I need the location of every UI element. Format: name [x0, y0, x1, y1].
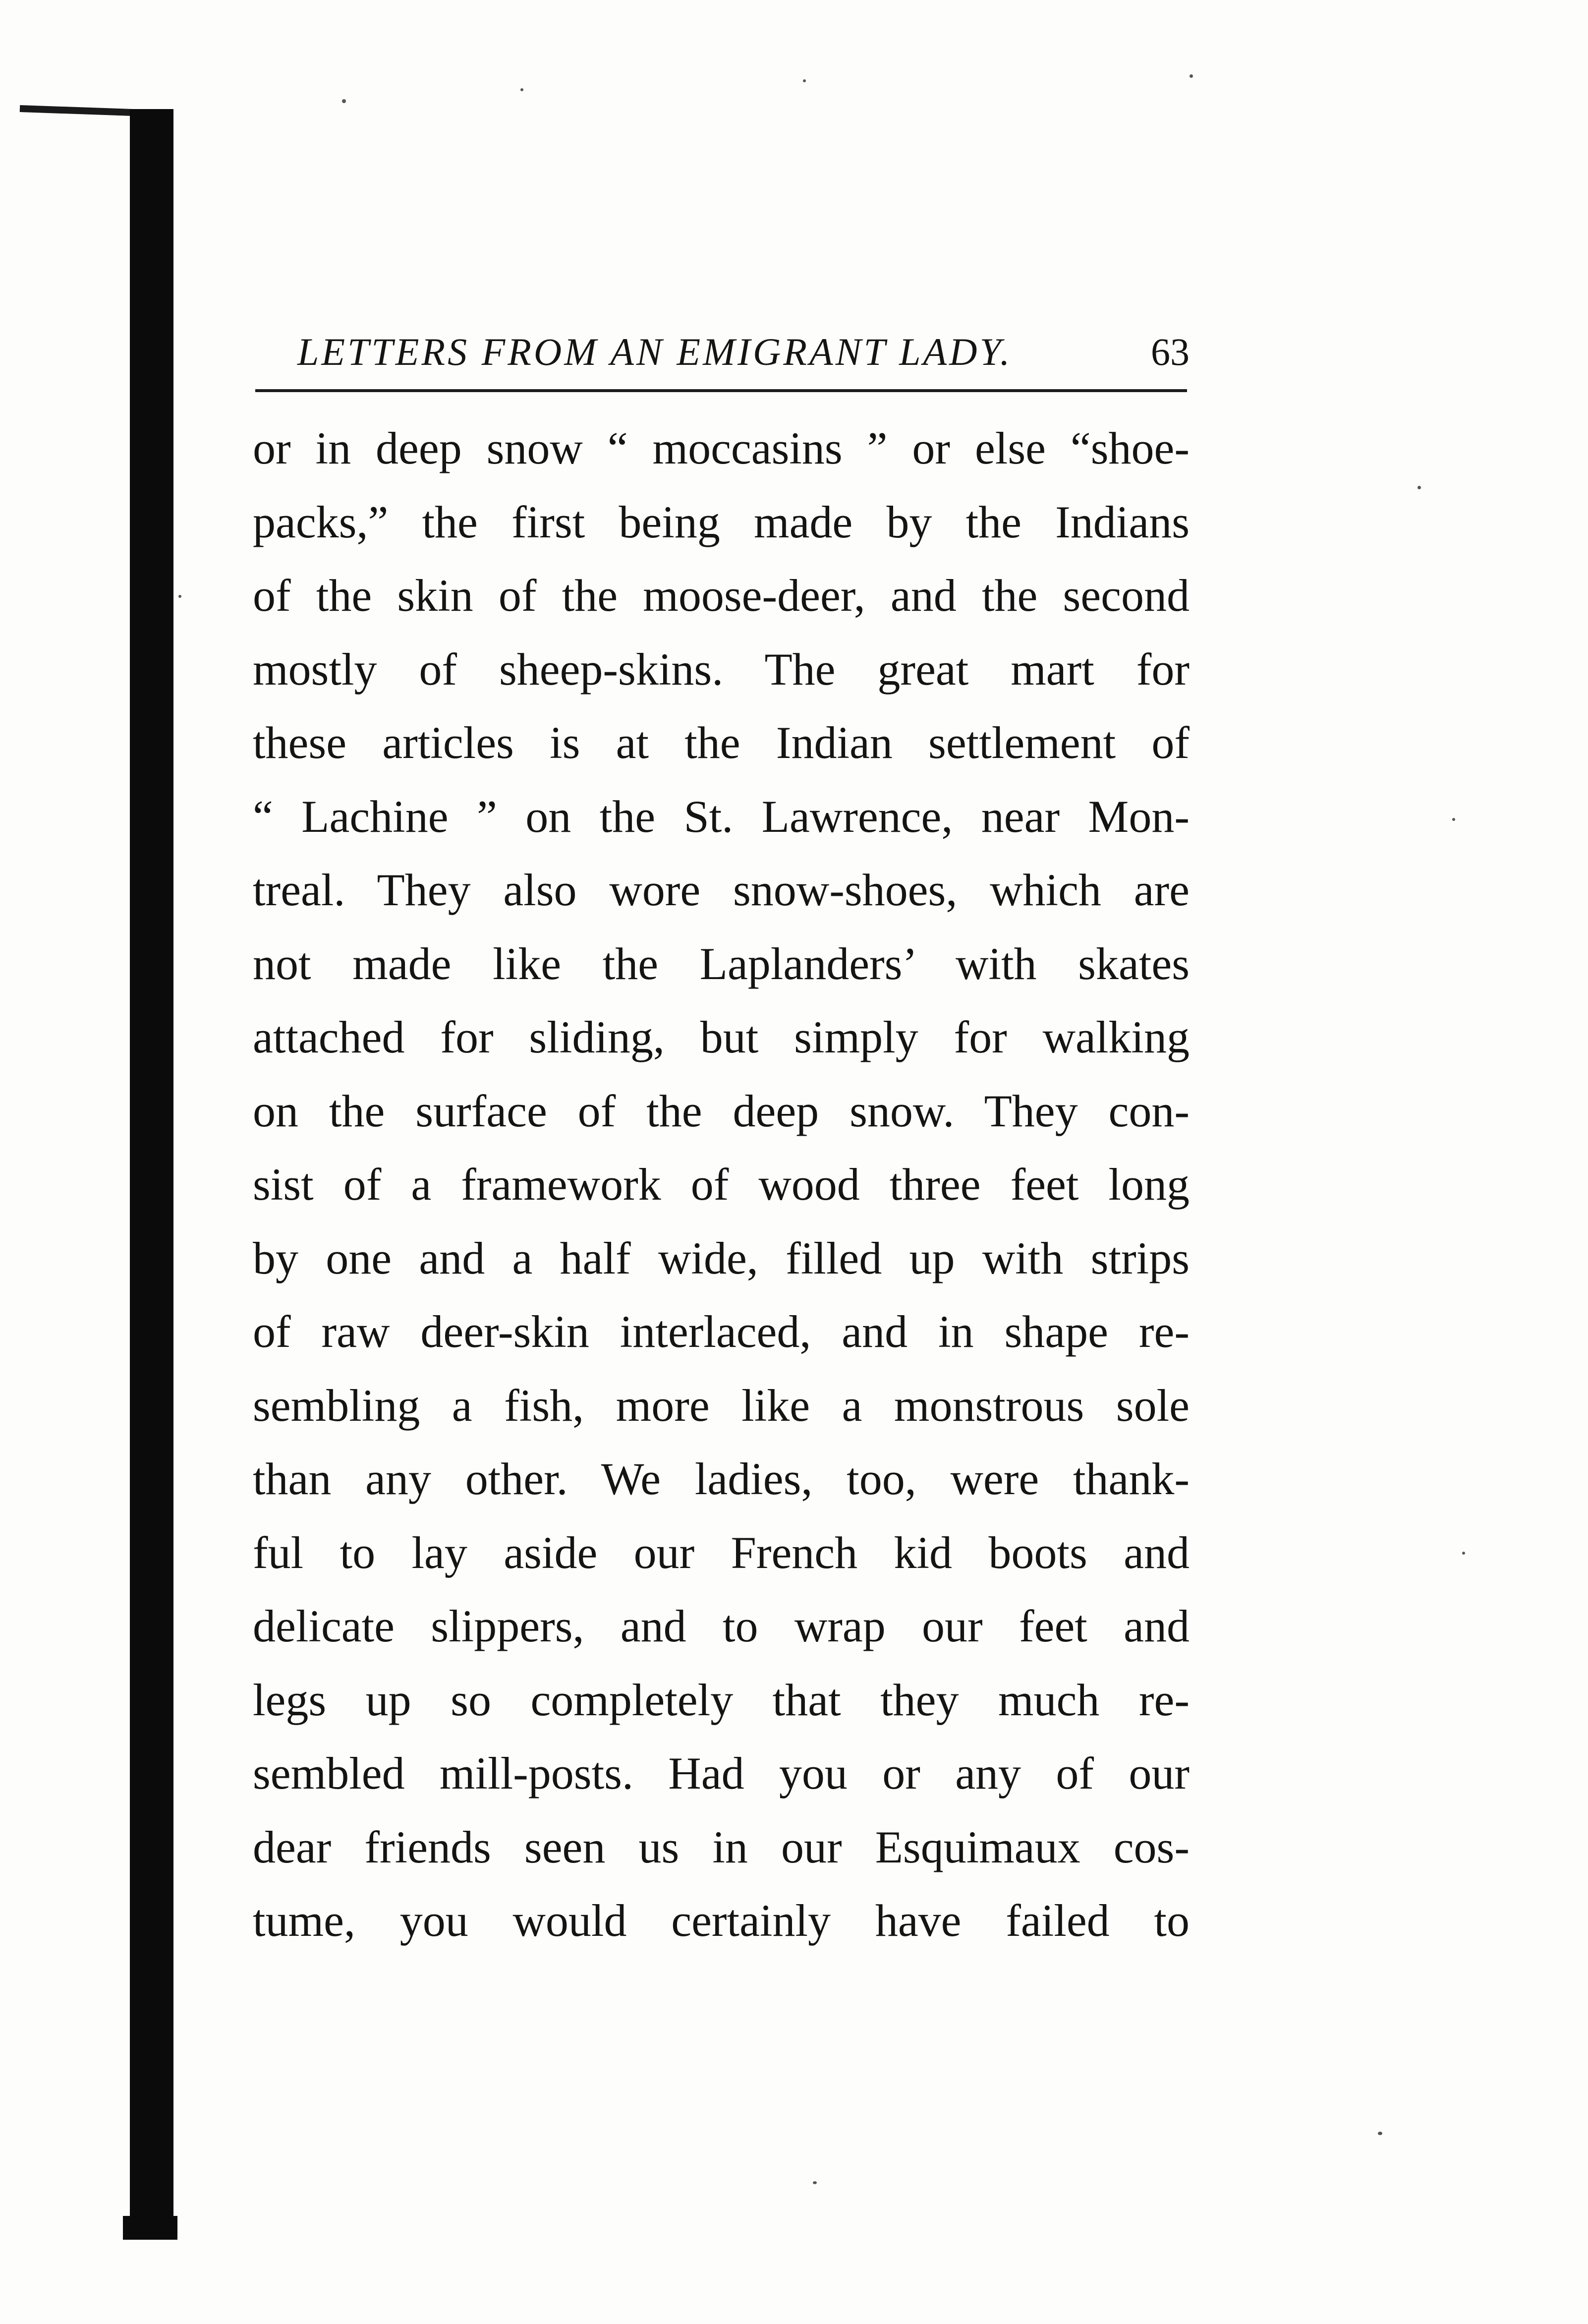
scan-speck: [813, 2181, 817, 2184]
text-line: by one and a half wide, filled up with strips: [253, 1232, 1190, 1283]
text-line: not made like the Laplanders’ with skates: [253, 938, 1190, 989]
text-line: or in deep snow “ moccasins ” or else “shoe-: [253, 423, 1190, 473]
text-line: sembling a fish, more like a monstrous sole: [253, 1380, 1190, 1431]
scan-speck: [520, 88, 523, 91]
body-text: [253, 411, 1190, 1958]
text-line: attached for sliding, but simply for walking: [253, 1012, 1190, 1062]
page-number: 63: [1151, 330, 1190, 373]
running-title: LETTERS FROM AN EMIGRANT LADY.: [297, 330, 1013, 373]
text-line: sist of a framework of wood three feet long: [253, 1159, 1190, 1210]
text-line: dear friends seen us in our Esquimaux cos-: [253, 1821, 1190, 1872]
scan-speck: [178, 595, 181, 598]
text-line: of raw deer-skin interlaced, and in shape re-: [253, 1306, 1190, 1357]
binding-shadow-top: [20, 105, 139, 116]
text-line: mostly of sheep-skins. The great mart for: [253, 643, 1190, 695]
text-line: legs up so completely that they much re-: [253, 1674, 1190, 1725]
page-header: [297, 312, 1190, 392]
text-line: delicate slippers, and to wrap our feet and: [253, 1601, 1190, 1651]
scan-speck: [1462, 1552, 1465, 1555]
text-line: these articles is at the Indian settlement of: [253, 717, 1190, 768]
scan-speck: [342, 99, 346, 103]
scan-speck: [1452, 818, 1455, 821]
text-line: tume, you would certainly have failed to: [253, 1895, 1190, 1946]
text-line: ful to lay aside our French kid boots and: [253, 1527, 1190, 1578]
scan-speck: [1190, 74, 1193, 78]
text-line: than any other. We ladies, too, were thank-: [253, 1453, 1190, 1504]
scan-speck: [803, 79, 806, 82]
text-line: “ Lachine ” on the St. Lawrence, near Mon-: [253, 791, 1190, 842]
text-line: of the skin of the moose-deer, and the second: [253, 570, 1190, 621]
binding-shadow-foot: [123, 2216, 177, 2240]
text-line: sembled mill-posts. Had you or any of our: [253, 1748, 1190, 1799]
binding-shadow: [130, 109, 173, 2236]
header-rule: [255, 389, 1187, 392]
scan-speck: [1378, 2132, 1382, 2135]
scan-speck: [1418, 486, 1421, 489]
text-line: packs,” the first being made by the Indians: [253, 496, 1190, 547]
text-line: treal. They also wore snow-shoes, which are: [253, 865, 1190, 915]
text-line: on the surface of the deep snow. They con-: [253, 1085, 1190, 1136]
